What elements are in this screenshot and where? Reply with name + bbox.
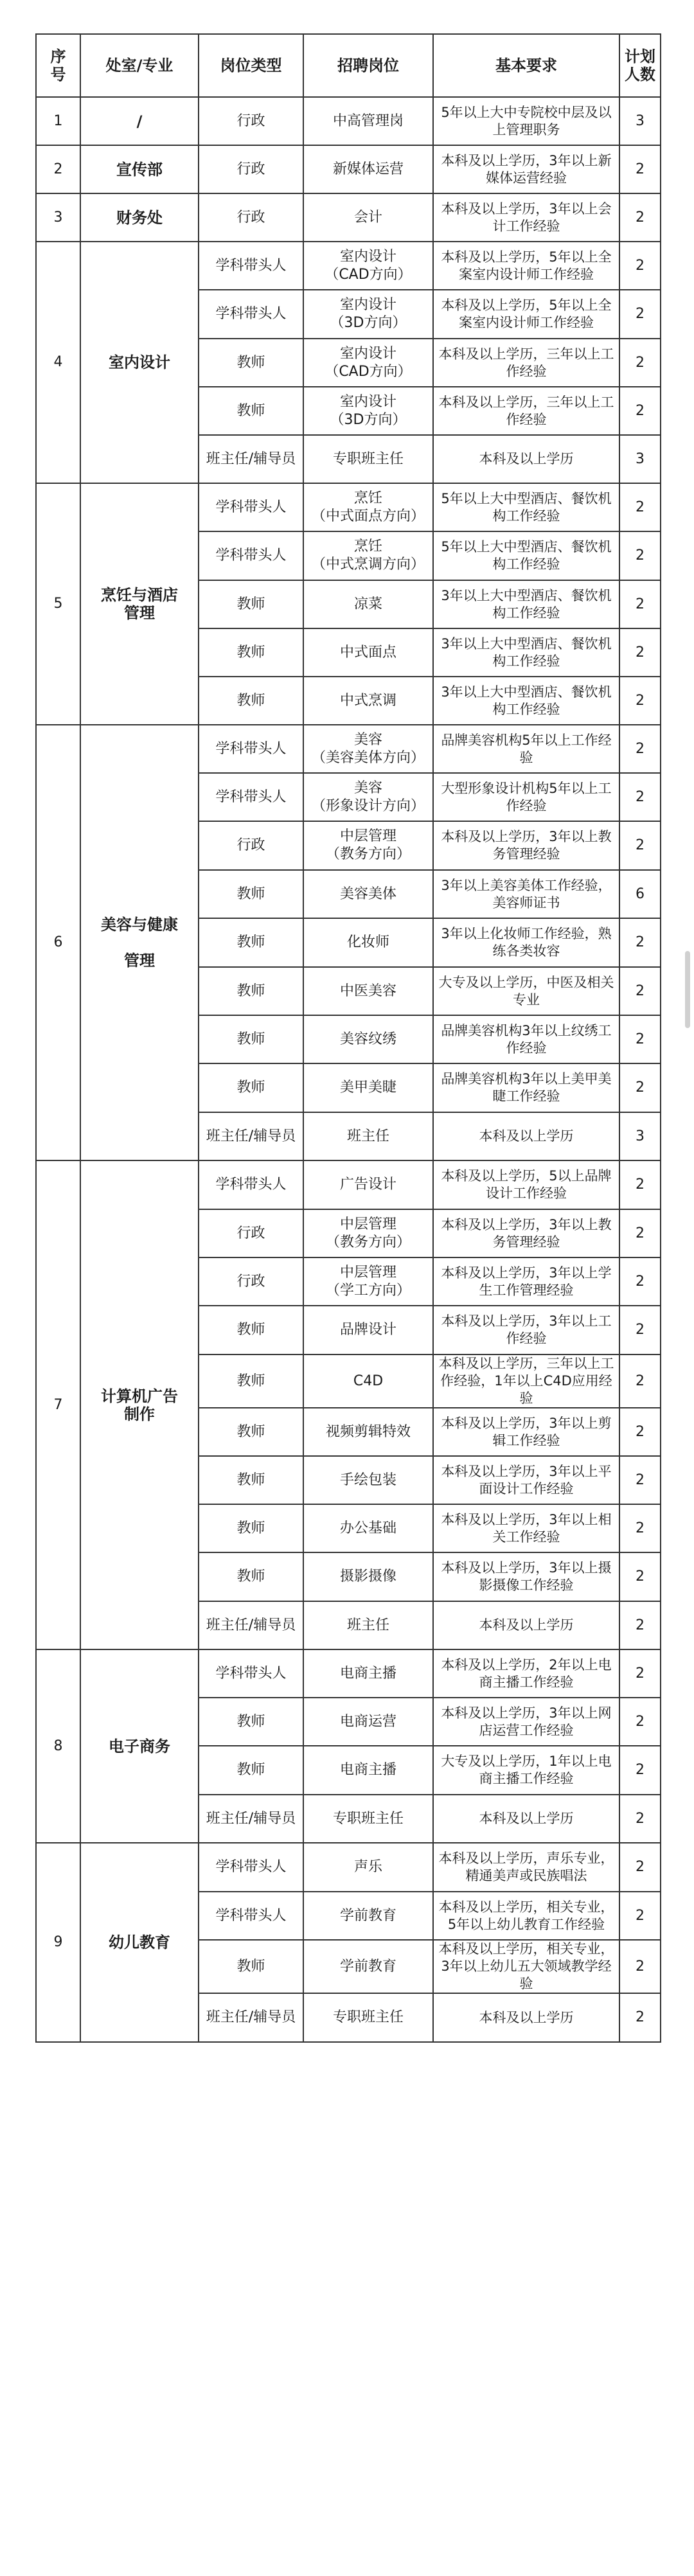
- table-body: [36, 97, 661, 2042]
- cell-req: 本科及以上学历: [433, 1795, 619, 1843]
- cell-req: 本科及以上学历，5年以上全案室内设计师工作经验: [433, 290, 619, 339]
- cell-req: 本科及以上学历，声乐专业，精通美声或民族唱法: [433, 1843, 619, 1892]
- cell-req: 本科及以上学历: [433, 435, 619, 483]
- table-row: [36, 483, 661, 531]
- table-row: [36, 145, 661, 193]
- cell-count: 2: [619, 1601, 661, 1649]
- cell-type: 教师: [199, 1063, 303, 1112]
- cell-count: 2: [619, 1355, 661, 1408]
- cell-no: 7: [36, 1160, 80, 1649]
- cell-type: 学科带头人: [199, 773, 303, 821]
- cell-post: 声乐: [303, 1843, 433, 1892]
- cell-req: 3年以上大中型酒店、餐饮机构工作经验: [433, 677, 619, 725]
- cell-post: 办公基础: [303, 1504, 433, 1552]
- table-row: [36, 1843, 661, 1892]
- recruitment-table-container: [35, 33, 660, 2043]
- cell-count: 2: [619, 1940, 661, 1993]
- cell-post: 室内设计 （3D方向）: [303, 387, 433, 435]
- cell-count: 2: [619, 1843, 661, 1892]
- cell-dept: 宣传部: [80, 145, 199, 193]
- cell-req: 品牌美容机构5年以上工作经验: [433, 725, 619, 773]
- cell-type: 学科带头人: [199, 290, 303, 339]
- cell-type: 教师: [199, 1015, 303, 1063]
- cell-req: 大专及以上学历，中医及相关专业: [433, 967, 619, 1015]
- header-count: 计划 人数: [619, 34, 661, 97]
- cell-type: 教师: [199, 1504, 303, 1552]
- cell-post: 学前教育: [303, 1892, 433, 1940]
- cell-post: 会计: [303, 193, 433, 242]
- cell-type: 学科带头人: [199, 1843, 303, 1892]
- cell-count: 2: [619, 1892, 661, 1940]
- cell-post: 电商运营: [303, 1698, 433, 1746]
- cell-req: 本科及以上学历，3年以上工作经验: [433, 1306, 619, 1355]
- cell-post: 电商主播: [303, 1746, 433, 1795]
- cell-dept: /: [80, 97, 199, 145]
- cell-dept: 烹饪与酒店 管理: [80, 483, 199, 725]
- cell-req: 本科及以上学历，相关专业，5年以上幼儿教育工作经验: [433, 1892, 619, 1940]
- header-dept: 处室/专业: [80, 34, 199, 97]
- cell-post: 室内设计 （CAD方向）: [303, 339, 433, 387]
- cell-post: 摄影摄像: [303, 1552, 433, 1601]
- cell-count: 2: [619, 387, 661, 435]
- cell-type: 教师: [199, 1456, 303, 1504]
- cell-type: 学科带头人: [199, 1892, 303, 1940]
- cell-post: 美容美体: [303, 870, 433, 918]
- cell-post: C4D: [303, 1355, 433, 1408]
- cell-type: 教师: [199, 339, 303, 387]
- cell-req: 本科及以上学历，3年以上新媒体运营经验: [433, 145, 619, 193]
- cell-req: 本科及以上学历，3年以上教务管理经验: [433, 1209, 619, 1257]
- cell-req: 3年以上化妆师工作经验，熟练各类妆容: [433, 918, 619, 967]
- cell-count: 2: [619, 821, 661, 870]
- cell-count: 2: [619, 483, 661, 531]
- cell-post: 专职班主任: [303, 1993, 433, 2042]
- cell-count: 3: [619, 1112, 661, 1160]
- table-row: [36, 1649, 661, 1698]
- cell-type: 学科带头人: [199, 242, 303, 290]
- cell-post: 中层管理 （教务方向）: [303, 1209, 433, 1257]
- cell-type: 班主任/辅导员: [199, 1112, 303, 1160]
- cell-no: 9: [36, 1843, 80, 2042]
- cell-req: 本科及以上学历: [433, 1993, 619, 2042]
- cell-post: 中医美容: [303, 967, 433, 1015]
- cell-count: 2: [619, 1552, 661, 1601]
- cell-count: 2: [619, 1257, 661, 1306]
- cell-req: 5年以上大中型酒店、餐饮机构工作经验: [433, 531, 619, 580]
- cell-count: 2: [619, 1456, 661, 1504]
- cell-req: 本科及以上学历，三年以上工作经验，1年以上C4D应用经验: [433, 1355, 619, 1408]
- cell-post: 烹饪 （中式面点方向）: [303, 483, 433, 531]
- cell-type: 教师: [199, 1552, 303, 1601]
- cell-count: 3: [619, 435, 661, 483]
- cell-post: 凉菜: [303, 580, 433, 628]
- cell-dept: 电子商务: [80, 1649, 199, 1843]
- cell-dept: 财务处: [80, 193, 199, 242]
- cell-req: 5年以上大中专院校中层及以上管理职务: [433, 97, 619, 145]
- cell-post: 学前教育: [303, 1940, 433, 1993]
- cell-type: 教师: [199, 677, 303, 725]
- cell-post: 室内设计 （3D方向）: [303, 290, 433, 339]
- cell-post: 班主任: [303, 1112, 433, 1160]
- cell-req: 本科及以上学历，相关专业，3年以上幼儿五大领域教学经验: [433, 1940, 619, 1993]
- cell-req: 品牌美容机构3年以上美甲美睫工作经验: [433, 1063, 619, 1112]
- cell-post: 中层管理 （教务方向）: [303, 821, 433, 870]
- cell-req: 本科及以上学历，3年以上会计工作经验: [433, 193, 619, 242]
- cell-type: 行政: [199, 97, 303, 145]
- cell-type: 教师: [199, 1698, 303, 1746]
- cell-req: 大型形象设计机构5年以上工作经验: [433, 773, 619, 821]
- cell-count: 2: [619, 725, 661, 773]
- cell-count: 2: [619, 1015, 661, 1063]
- cell-type: 行政: [199, 145, 303, 193]
- cell-post: 视频剪辑特效: [303, 1408, 433, 1456]
- cell-count: 2: [619, 967, 661, 1015]
- cell-count: 2: [619, 339, 661, 387]
- cell-type: 行政: [199, 1257, 303, 1306]
- cell-dept: 美容与健康 管理: [80, 725, 199, 1160]
- cell-post: 美容 （美容美体方向）: [303, 725, 433, 773]
- cell-type: 教师: [199, 1408, 303, 1456]
- table-row: [36, 725, 661, 773]
- cell-count: 2: [619, 1306, 661, 1355]
- cell-type: 行政: [199, 821, 303, 870]
- cell-req: 本科及以上学历，5以上品牌设计工作经验: [433, 1160, 619, 1209]
- cell-req: 本科及以上学历，3年以上教务管理经验: [433, 821, 619, 870]
- cell-post: 中式烹调: [303, 677, 433, 725]
- cell-type: 教师: [199, 1306, 303, 1355]
- cell-type: 学科带头人: [199, 1160, 303, 1209]
- cell-req: 3年以上美容美体工作经验，美容师证书: [433, 870, 619, 918]
- cell-type: 学科带头人: [199, 1649, 303, 1698]
- cell-req: 本科及以上学历，3年以上学生工作管理经验: [433, 1257, 619, 1306]
- cell-post: 班主任: [303, 1601, 433, 1649]
- cell-req: 5年以上大中型酒店、餐饮机构工作经验: [433, 483, 619, 531]
- table-row: [36, 1160, 661, 1209]
- cell-post: 电商主播: [303, 1649, 433, 1698]
- cell-post: 手绘包装: [303, 1456, 433, 1504]
- cell-no: 8: [36, 1649, 80, 1843]
- cell-type: 班主任/辅导员: [199, 435, 303, 483]
- cell-type: 行政: [199, 1209, 303, 1257]
- cell-count: 2: [619, 1063, 661, 1112]
- cell-req: 品牌美容机构3年以上纹绣工作经验: [433, 1015, 619, 1063]
- cell-count: 2: [619, 1504, 661, 1552]
- cell-count: 2: [619, 1993, 661, 2042]
- cell-type: 学科带头人: [199, 725, 303, 773]
- cell-dept: 幼儿教育: [80, 1843, 199, 2042]
- cell-type: 教师: [199, 1355, 303, 1408]
- cell-post: 化妆师: [303, 918, 433, 967]
- cell-post: 中式面点: [303, 628, 433, 677]
- cell-type: 教师: [199, 918, 303, 967]
- cell-count: 2: [619, 193, 661, 242]
- recruitment-table: [35, 33, 661, 2043]
- cell-count: 2: [619, 677, 661, 725]
- cell-type: 教师: [199, 580, 303, 628]
- cell-req: 本科及以上学历，3年以上剪辑工作经验: [433, 1408, 619, 1456]
- cell-post: 广告设计: [303, 1160, 433, 1209]
- cell-post: 专职班主任: [303, 1795, 433, 1843]
- cell-req: 本科及以上学历，三年以上工作经验: [433, 339, 619, 387]
- header-no: 序 号: [36, 34, 80, 97]
- cell-req: 本科及以上学历，2年以上电商主播工作经验: [433, 1649, 619, 1698]
- cell-post: 中高管理岗: [303, 97, 433, 145]
- cell-no: 2: [36, 145, 80, 193]
- cell-type: 班主任/辅导员: [199, 1601, 303, 1649]
- cell-count: 2: [619, 580, 661, 628]
- table-row: [36, 242, 661, 290]
- cell-count: 2: [619, 628, 661, 677]
- cell-count: 2: [619, 145, 661, 193]
- cell-type: 教师: [199, 628, 303, 677]
- cell-req: 本科及以上学历: [433, 1112, 619, 1160]
- header-req: 基本要求: [433, 34, 619, 97]
- cell-post: 美容 （形象设计方向）: [303, 773, 433, 821]
- cell-no: 4: [36, 242, 80, 483]
- cell-count: 2: [619, 1698, 661, 1746]
- cell-post: 中层管理 （学工方向）: [303, 1257, 433, 1306]
- cell-req: 3年以上大中型酒店、餐饮机构工作经验: [433, 580, 619, 628]
- cell-post: 室内设计 （CAD方向）: [303, 242, 433, 290]
- cell-post: 新媒体运营: [303, 145, 433, 193]
- cell-req: 本科及以上学历，3年以上摄影摄像工作经验: [433, 1552, 619, 1601]
- scrollbar[interactable]: [685, 951, 690, 1028]
- cell-count: 6: [619, 870, 661, 918]
- cell-type: 教师: [199, 870, 303, 918]
- cell-count: 2: [619, 918, 661, 967]
- cell-count: 3: [619, 97, 661, 145]
- cell-post: 美甲美睫: [303, 1063, 433, 1112]
- cell-post: 专职班主任: [303, 435, 433, 483]
- cell-count: 2: [619, 1160, 661, 1209]
- cell-dept: 室内设计: [80, 242, 199, 483]
- cell-req: 本科及以上学历，3年以上相关工作经验: [433, 1504, 619, 1552]
- cell-type: 班主任/辅导员: [199, 1993, 303, 2042]
- cell-req: 本科及以上学历，3年以上平面设计工作经验: [433, 1456, 619, 1504]
- cell-no: 5: [36, 483, 80, 725]
- cell-dept: 计算机广告 制作: [80, 1160, 199, 1649]
- cell-req: 大专及以上学历，1年以上电商主播工作经验: [433, 1746, 619, 1795]
- header-post: 招聘岗位: [303, 34, 433, 97]
- cell-type: 教师: [199, 387, 303, 435]
- cell-count: 2: [619, 531, 661, 580]
- cell-count: 2: [619, 1408, 661, 1456]
- cell-count: 2: [619, 1795, 661, 1843]
- cell-no: 6: [36, 725, 80, 1160]
- cell-count: 2: [619, 290, 661, 339]
- cell-type: 班主任/辅导员: [199, 1795, 303, 1843]
- table-row: [36, 193, 661, 242]
- cell-req: 3年以上大中型酒店、餐饮机构工作经验: [433, 628, 619, 677]
- cell-type: 学科带头人: [199, 531, 303, 580]
- cell-req: 本科及以上学历，5年以上全案室内设计师工作经验: [433, 242, 619, 290]
- cell-type: 行政: [199, 193, 303, 242]
- cell-type: 学科带头人: [199, 483, 303, 531]
- cell-type: 教师: [199, 967, 303, 1015]
- cell-req: 本科及以上学历，3年以上网店运营工作经验: [433, 1698, 619, 1746]
- cell-post: 烹饪 （中式烹调方向）: [303, 531, 433, 580]
- cell-count: 2: [619, 1746, 661, 1795]
- cell-count: 2: [619, 1649, 661, 1698]
- cell-type: 教师: [199, 1746, 303, 1795]
- table-header-row: [36, 34, 661, 97]
- cell-type: 教师: [199, 1940, 303, 1993]
- cell-count: 2: [619, 773, 661, 821]
- cell-post: 美容纹绣: [303, 1015, 433, 1063]
- cell-req: 本科及以上学历: [433, 1601, 619, 1649]
- header-type: 岗位类型: [199, 34, 303, 97]
- table-row: [36, 97, 661, 145]
- cell-count: 2: [619, 1209, 661, 1257]
- cell-no: 1: [36, 97, 80, 145]
- cell-req: 本科及以上学历，三年以上工作经验: [433, 387, 619, 435]
- cell-no: 3: [36, 193, 80, 242]
- cell-post: 品牌设计: [303, 1306, 433, 1355]
- cell-count: 2: [619, 242, 661, 290]
